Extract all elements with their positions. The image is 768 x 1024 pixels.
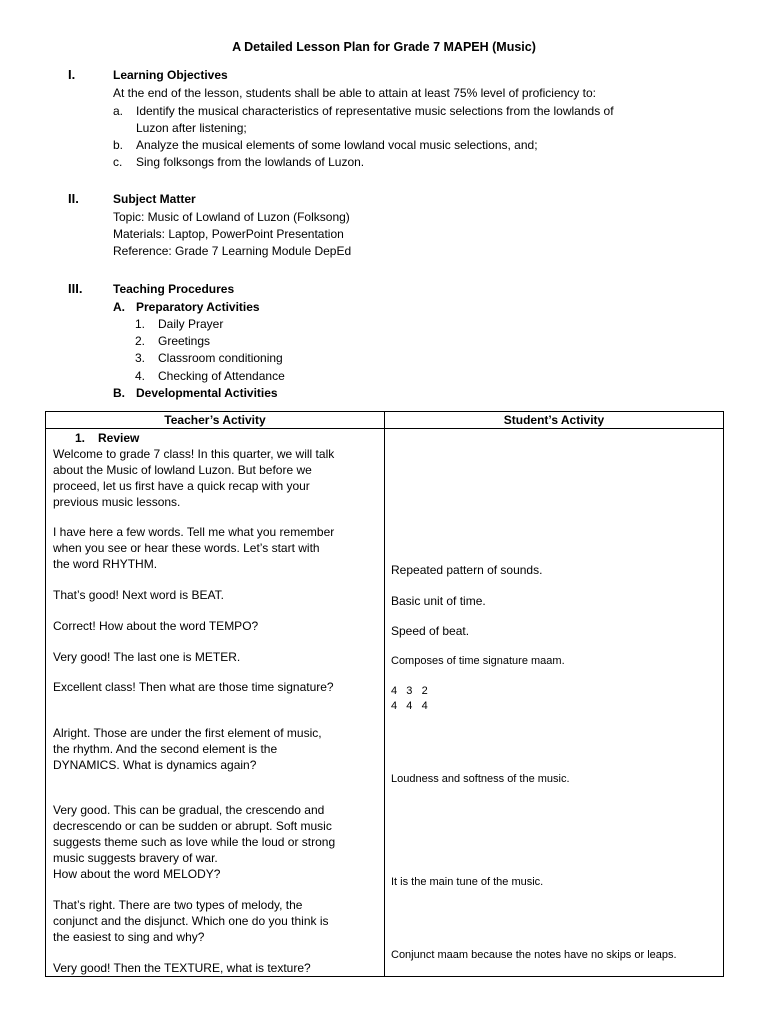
objective-b-text: Analyze the musical elements of some lowland vocal music selections, and;: [136, 138, 538, 152]
teacher-line: decrescendo or can be sudden or abrupt. Soft music: [53, 819, 332, 833]
objective-c-text: Sing folksongs from the lowlands of Luzon.: [136, 155, 365, 169]
teacher-line: the word RHYTHM.: [53, 557, 158, 571]
teacher-line: Very good. This can be gradual, the crescendo and: [53, 803, 325, 817]
prep-item-2: Greetings: [158, 334, 211, 348]
student-answer: Composes of time signature maam.: [391, 655, 565, 667]
objectives-intro: At the end of the lesson, students shall be able to attain at least 75% level of proficiency to:: [113, 86, 596, 100]
teacher-line: when you see or hear these words. Let’s start with: [53, 541, 320, 555]
subject-materials: Materials: Laptop, PowerPoint Presentation: [113, 227, 344, 241]
document-title: A Detailed Lesson Plan for Grade 7 MAPEH (Music): [232, 40, 536, 54]
student-answer: Repeated pattern of sounds.: [391, 563, 543, 577]
teacher-activity-cell: [46, 429, 385, 977]
student-answer: Conjunct maam because the notes have no skips or leaps.: [391, 949, 677, 961]
teacher-line: the easiest to sing and why?: [53, 930, 205, 944]
teacher-line: Correct! How about the word TEMPO?: [53, 619, 259, 633]
objective-a-marker: a.: [113, 104, 124, 118]
student-answer: Basic unit of time.: [391, 594, 486, 608]
time-signature-top: 4 3 2: [391, 685, 428, 697]
objective-c-marker: c.: [113, 155, 123, 169]
prep-item-4: Checking of Attendance: [158, 369, 285, 383]
dev-activities-marker: B.: [113, 386, 125, 400]
student-answer: Speed of beat.: [391, 624, 470, 638]
teacher-line: Very good! The last one is METER.: [53, 650, 241, 664]
objective-b-marker: b.: [113, 138, 124, 152]
teacher-line: Very good! Then the TEXTURE, what is texture?: [53, 961, 311, 975]
time-signature-bottom: 4 4 4: [391, 700, 428, 712]
objective-a-line2: Luzon after listening;: [136, 121, 247, 135]
teacher-line: the rhythm. And the second element is the: [53, 742, 278, 756]
objective-a-line1: Identify the musical characteristics of representative music selections from the lowlands of: [136, 104, 614, 118]
teacher-line: music suggests bravery of war.: [53, 851, 218, 865]
teacher-line: proceed, let us first have a quick recap with your: [53, 479, 310, 493]
teacher-line: Alright. Those are under the first element of music,: [53, 726, 322, 740]
section-numeral-2: II.: [68, 191, 79, 206]
review-num: 1.: [75, 431, 86, 445]
section-numeral-3: III.: [68, 281, 83, 296]
teacher-line: conjunct and the disjunct. Which one do you think is: [53, 914, 329, 928]
prep-activities-marker: A.: [113, 300, 125, 314]
procedures-heading: Teaching Procedures: [113, 282, 235, 296]
prep-item-2-num: 2.: [135, 334, 146, 348]
teacher-line: How about the word MELODY?: [53, 867, 221, 881]
objectives-heading: Learning Objectives: [113, 68, 228, 82]
review-label: Review: [98, 431, 140, 445]
subject-reference: Reference: Grade 7 Learning Module DepEd: [113, 244, 352, 258]
prep-item-1-num: 1.: [135, 317, 146, 331]
teacher-line: That’s good! Next word is BEAT.: [53, 588, 224, 602]
student-activity-header: Student’s Activity: [385, 412, 724, 429]
teacher-line: Excellent class! Then what are those time signature?: [53, 680, 334, 694]
prep-item-1: Daily Prayer: [158, 317, 224, 331]
teacher-line: DYNAMICS. What is dynamics again?: [53, 758, 257, 772]
prep-activities-label: Preparatory Activities: [136, 300, 260, 314]
student-answer: It is the main tune of the music.: [391, 876, 544, 888]
student-activity-cell: [385, 429, 724, 977]
prep-item-3-num: 3.: [135, 351, 146, 365]
teacher-line: previous music lessons.: [53, 495, 181, 509]
teacher-activity-header: Teacher’s Activity: [46, 412, 385, 429]
teacher-line: I have here a few words. Tell me what you remember: [53, 525, 335, 539]
table-header-row: [46, 412, 724, 429]
teacher-line: about the Music of lowland Luzon. But before we: [53, 463, 312, 477]
prep-item-3: Classroom conditioning: [158, 351, 283, 365]
student-answer: Loudness and softness of the music.: [391, 773, 570, 785]
prep-item-4-num: 4.: [135, 369, 146, 383]
activity-table: [45, 411, 724, 977]
teacher-line: Welcome to grade 7 class! In this quarter, we will talk: [53, 447, 335, 461]
section-numeral-1: I.: [68, 67, 76, 82]
subject-heading: Subject Matter: [113, 192, 196, 206]
subject-topic: Topic: Music of Lowland of Luzon (Folksong): [113, 210, 350, 224]
dev-activities-label: Developmental Activities: [136, 386, 278, 400]
teacher-line: That’s right. There are two types of melody, the: [53, 898, 303, 912]
table-body-row: [46, 429, 724, 977]
teacher-line: suggests theme such as love while the loud or strong: [53, 835, 336, 849]
